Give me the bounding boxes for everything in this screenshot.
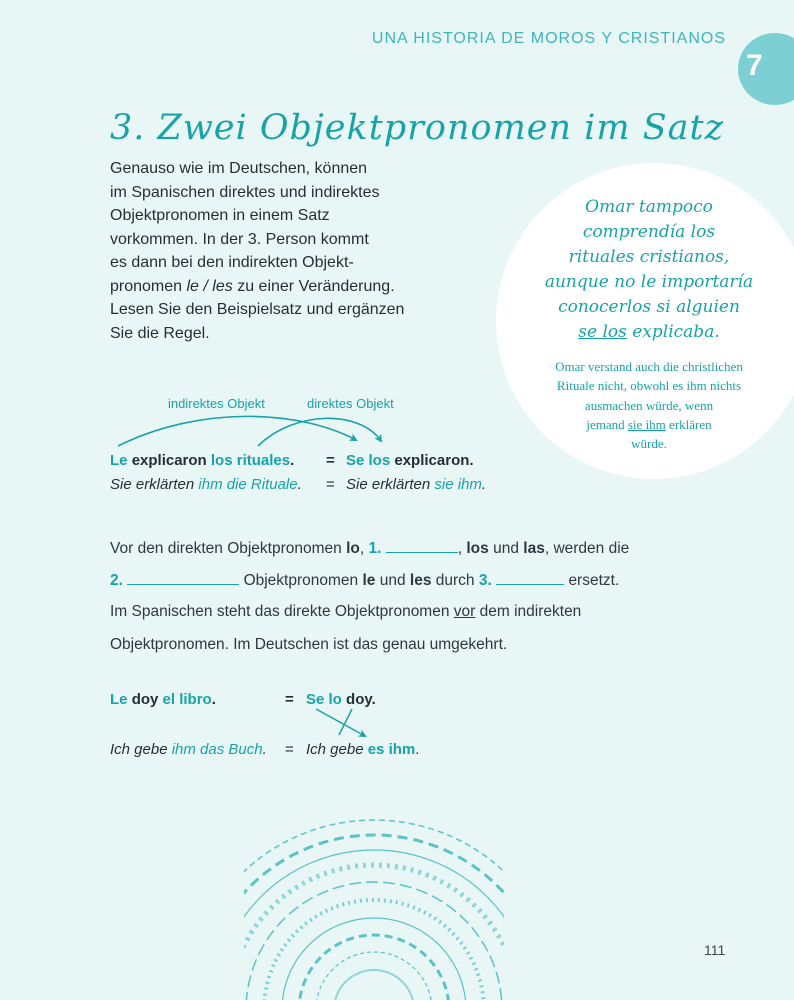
label-indirect-object: indirektes Objekt: [168, 396, 265, 411]
example1-german-right: Sie erklärten sie ihm.: [346, 476, 487, 493]
example2-german-left: Ich gebe ihm das Buch.: [110, 741, 267, 758]
quote-line: aunque no le importaría: [544, 272, 754, 292]
rule-line-2: 2. Objektpronomen le und les durch 3. ersetzt.: [110, 572, 620, 589]
chapter-number: 7: [746, 49, 763, 82]
quote-line: conocerlos si alguien: [558, 297, 740, 317]
example1-german-left: Sie erklärten ihm die Rituale.: [110, 476, 302, 493]
page-number: 111: [704, 942, 726, 958]
intro-line: im Spanischen direktes und indirektes: [110, 183, 380, 201]
quote-line: ausmachen würde, wenn: [584, 397, 714, 413]
intro-pronouns: le / les: [186, 277, 233, 295]
blank-1[interactable]: [386, 538, 458, 553]
example1-spanish-left: Le explicaron los rituales.: [110, 452, 295, 469]
quote-highlight: se los: [578, 322, 627, 342]
quote-line: Omar verstand auch die christlichen: [555, 359, 743, 374]
example2-spanish-right: Se lo doy.: [306, 691, 376, 708]
intro-line: Genauso wie im Deutschen, können: [110, 160, 368, 177]
blank-3[interactable]: [496, 570, 564, 585]
quote-line: Omar tampoco: [585, 197, 713, 217]
example1-equals: =: [326, 452, 335, 469]
rule-line-3: Im Spanischen steht das direkte Objektpronomen vor dem indirekten: [110, 603, 582, 620]
quote-text: explicaba.: [632, 322, 720, 342]
quote-text: jemand: [586, 416, 625, 432]
rule-line-1: Vor den direkten Objektpronomen lo, 1. , los und las, werden die: [110, 540, 630, 557]
quote-line: rituales cristianos,: [568, 247, 730, 267]
quote-highlight: sie ihm: [627, 416, 666, 432]
example2-equals: =: [285, 691, 294, 708]
section-title: 3. Zwei Objektpronomen im Satz: [110, 108, 725, 148]
running-header: UNA HISTORIA DE MOROS Y CRISTIANOS: [371, 30, 726, 47]
intro-line: Sie die Regel.: [110, 324, 210, 342]
example1-equals-de: =: [326, 476, 335, 493]
rule-line-4: Objektpronomen. Im Deutschen ist das genau umgekehrt.: [110, 636, 508, 653]
intro-line: vorkommen. In der 3. Person kommt: [110, 230, 369, 248]
example2-german-right: Ich gebe es ihm.: [306, 741, 420, 758]
label-direct-object: direktes Objekt: [307, 396, 394, 411]
intro-line: Lesen Sie den Beispielsatz und ergänzen: [110, 301, 405, 318]
intro-text: zu einer Veränderung.: [237, 277, 395, 295]
quote-line: comprendía los: [582, 222, 716, 242]
arrow-indirect: [118, 416, 356, 446]
quote-line: würde.: [631, 436, 667, 452]
quote-line: Rituale nicht, obwohl es ihm nichts: [556, 378, 742, 394]
intro-line: Objektpronomen in einem Satz: [110, 207, 330, 224]
mandala-ornament: [244, 806, 504, 1000]
arrow-direct: [258, 418, 381, 446]
quote-text: erklären: [669, 416, 712, 432]
intro-line: es dann bei den indirekten Objekt-: [110, 254, 354, 271]
example1-spanish-right: Se los explicaron.: [346, 452, 474, 469]
intro-text: pronomen: [110, 277, 183, 295]
example2-spanish-left: Le doy el libro.: [110, 691, 216, 708]
example2-equals-de: =: [285, 741, 294, 758]
blank-2[interactable]: [127, 570, 239, 585]
